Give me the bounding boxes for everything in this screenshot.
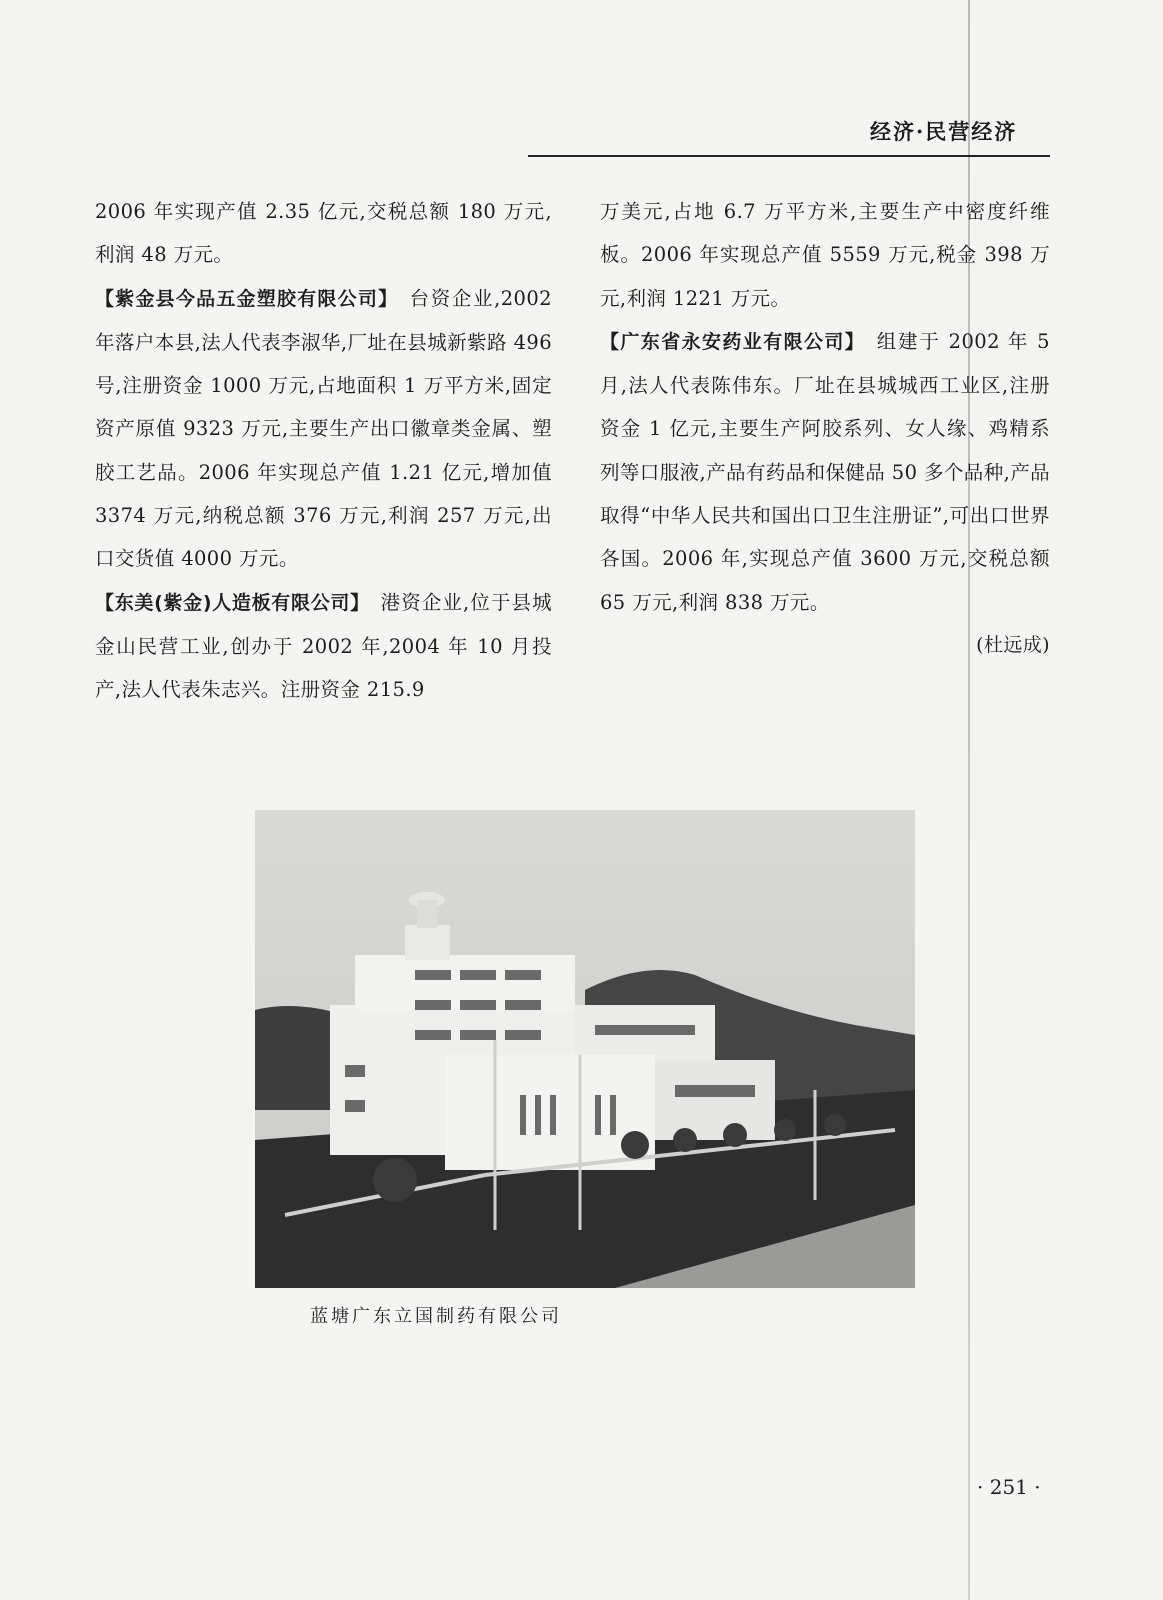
continuation-paragraph: 2006 年实现产值 2.35 亿元,交税总额 180 万元,利润 48 万元。: [95, 200, 552, 267]
entry-paragraph: [95, 277, 552, 581]
header-rule: [528, 155, 1050, 157]
left-column: [95, 190, 552, 712]
factory-photo: [255, 810, 915, 1288]
section-header: 经济·民营经济: [870, 119, 1018, 144]
entry-body: 港资企业,位于县城金山民营工业,创办于 2002 年,2004 年 10 月投产,法人代表朱志兴。注册资金 215.9: [95, 590, 552, 702]
page-number: · 251 ·: [977, 1475, 1041, 1499]
entry-body: 台资企业,2002 年落户本县,法人代表李淑华,厂址在县城新紫路 496 号,注册资金 1000 万元,占地面积 1 万平方米,固定资产原值 9323 万元,主要生产出口徽章类金属、塑胶工艺品。2006 年实现总产值 1.21 亿元,增加值 3374 万元,纳税总额 376 万元,利润 257 万元,出口交货值 4000 万元。: [95, 286, 552, 571]
factory-photo-illustration: [255, 810, 915, 1288]
photo-caption: 蓝塘广东立国制药有限公司: [310, 1306, 562, 1327]
entry-paragraph: [95, 581, 552, 712]
author-credit: (杜远成): [976, 633, 1050, 656]
entry-paragraph: [600, 320, 1050, 624]
continuation-paragraph: 万美元,占地 6.7 万平方米,主要生产中密度纤维板。2006 年实现总产值 5559 万元,税金 398 万元,利润 1221 万元。: [600, 200, 1050, 310]
entry-body: 组建于 2002 年 5 月,法人代表陈伟东。厂址在县城城西工业区,注册资金 1 亿元,主要生产阿胶系列、女人缘、鸡精系列等口服液,产品有药品和保健品 50 多个品种,产品取得“中华人民共和国出口卫生注册证”,可出口世界各国。2006 年,实现总产值 3600 万元,交税总额 65 万元,利润 838 万元。: [600, 329, 1051, 614]
entry-company-name: 【紫金县今品五金塑胶有限公司】: [95, 287, 399, 310]
entry-company-name: 【广东省永安药业有限公司】: [600, 330, 866, 353]
entry-company-name: 【东美(紫金)人造板有限公司】: [95, 591, 370, 614]
right-column: [600, 190, 1050, 667]
